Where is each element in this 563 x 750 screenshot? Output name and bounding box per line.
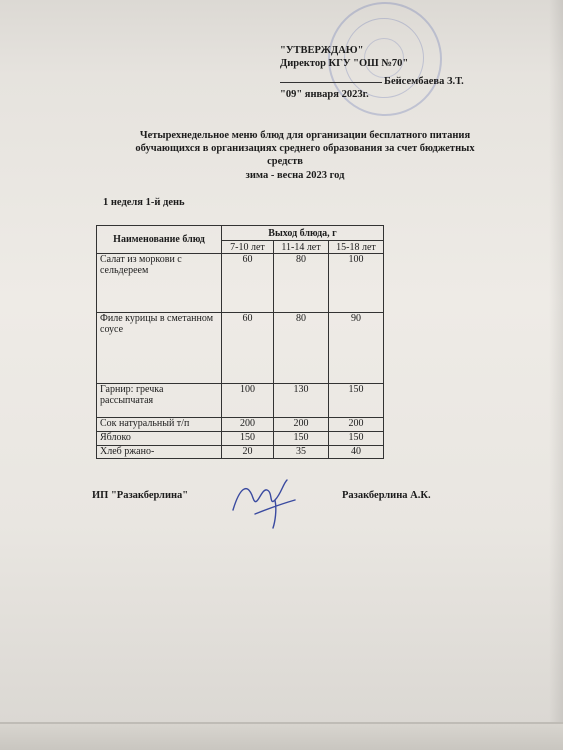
handwritten-signature	[225, 470, 305, 530]
portion-11-14: 150	[274, 432, 329, 446]
dish-name: Сок натуральный т/п	[97, 418, 222, 432]
header-dish-name: Наименование блюд	[97, 226, 222, 254]
table-row	[97, 313, 384, 384]
desk-surface	[0, 724, 563, 750]
approval-date: "09" января 2023г.	[280, 89, 369, 100]
dish-name: Хлеб ржано-	[97, 446, 222, 459]
portion-7-10: 60	[222, 254, 274, 313]
table-row	[97, 446, 384, 459]
director-line: Директор КГУ "ОШ №70"	[280, 58, 409, 69]
dish-name: Салат из моркови с сельдереем	[97, 254, 222, 313]
portion-7-10: 100	[222, 384, 274, 418]
header-age-11-14: 11-14 лет	[274, 241, 329, 254]
portion-15-18: 90	[329, 313, 384, 384]
table-row	[97, 432, 384, 446]
dish-name: Филе курицы в сметанном соусе	[97, 313, 222, 384]
portion-11-14: 35	[274, 446, 329, 459]
portion-15-18: 150	[329, 432, 384, 446]
table-row	[97, 254, 384, 313]
document-title-line-4: зима - весна 2023 год	[245, 170, 345, 181]
portion-7-10: 60	[222, 313, 274, 384]
table-row	[97, 384, 384, 418]
header-age-15-18: 15-18 лет	[329, 241, 384, 254]
portion-11-14: 130	[274, 384, 329, 418]
week-day-label: 1 неделя 1-й день	[103, 197, 185, 208]
portion-15-18: 200	[329, 418, 384, 432]
header-output: Выход блюда, г	[222, 226, 384, 241]
dish-name: Яблоко	[97, 432, 222, 446]
approve-label: "УТВЕРЖДАЮ"	[280, 45, 364, 56]
footer-company: ИП "Разакберлина"	[92, 490, 189, 501]
footer-person: Разакберлина А.К.	[342, 490, 431, 501]
portion-7-10: 20	[222, 446, 274, 459]
portion-15-18: 100	[329, 254, 384, 313]
menu-table	[96, 225, 384, 459]
portion-15-18: 40	[329, 446, 384, 459]
dish-name: Гарнир: гречка рассыпчатая	[97, 384, 222, 418]
signatory-name: Бейсембаева З.Т.	[384, 76, 464, 87]
table-row	[97, 418, 384, 432]
signature-line	[280, 82, 382, 83]
portion-11-14: 200	[274, 418, 329, 432]
portion-11-14: 80	[274, 254, 329, 313]
document-title-line-1: Четырехнедельное меню блюд для организации бесплатного питания	[139, 130, 471, 141]
portion-11-14: 80	[274, 313, 329, 384]
portion-15-18: 150	[329, 384, 384, 418]
paper-shadow	[549, 0, 563, 750]
portion-7-10: 200	[222, 418, 274, 432]
header-age-7-10: 7-10 лет	[222, 241, 274, 254]
document-title-line-3: средств	[267, 156, 303, 167]
portion-7-10: 150	[222, 432, 274, 446]
document-title-line-2: обучающихся в организациях среднего образования за счет бюджетных	[135, 143, 475, 154]
